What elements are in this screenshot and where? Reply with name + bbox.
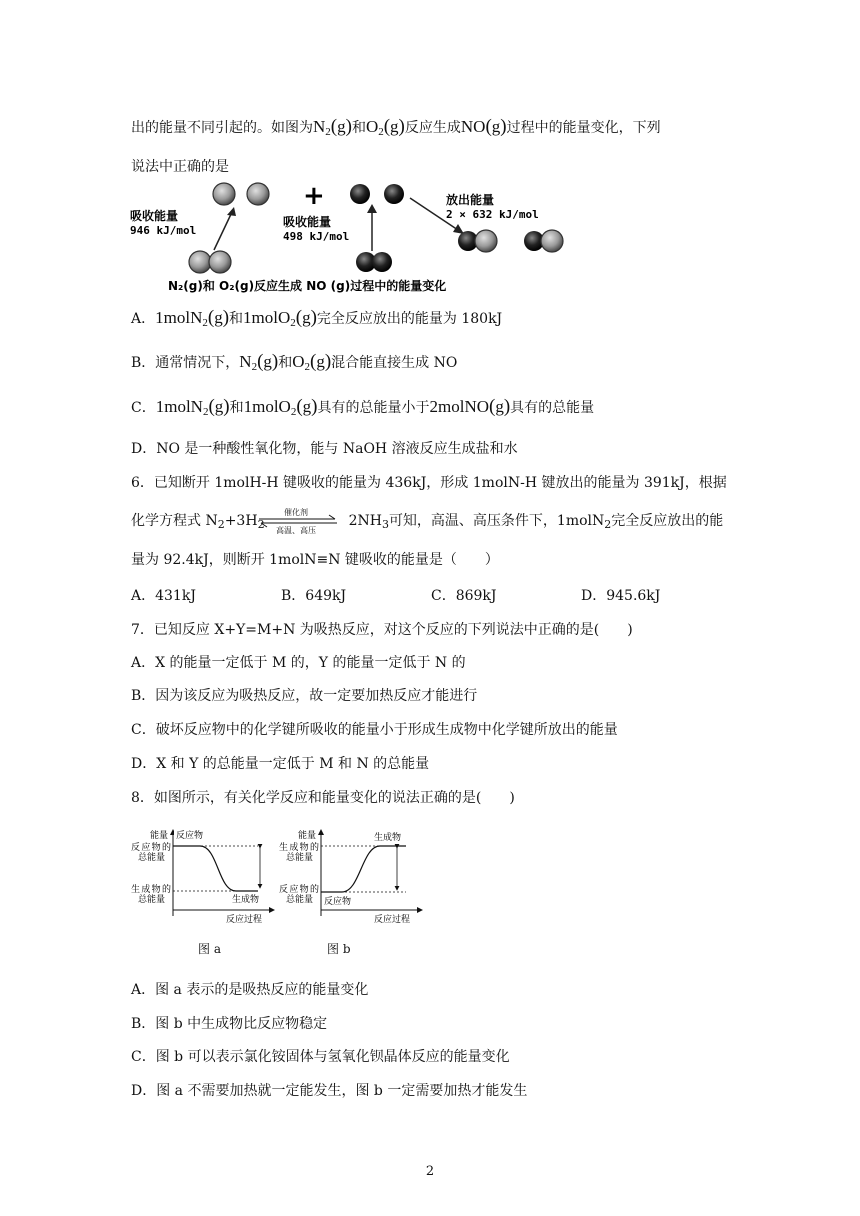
label-reactant: 反应物 [176,831,204,841]
label-energy: 能量 [298,831,317,841]
energy-curve [173,846,258,891]
q6-line-1: 6．已知断开 1molH-H 键吸收的能量为 436kJ，形成 1molN-H 键放出的能量为 391kJ，根据 [131,475,727,491]
label-reactant-total-1: 反应物的 [131,843,171,853]
energy-molecule-figure [128,180,578,298]
q6-option-d: D．945.6kJ [581,588,661,604]
q7-option-a: A．X 的能量一定低于 M 的，Y 的能量一定低于 N 的 [131,655,466,671]
q7-option-d: D．X 和 Y 的总能量一定低于 M 和 N 的总能量 [131,756,430,772]
energy-diagram-b [276,826,426,926]
energy-diagram-a [128,826,278,926]
n-atom [247,183,269,205]
q8-option-b: B．图 b 中生成物比反应物稳定 [131,1016,328,1032]
label-product: 生成物 [374,833,402,843]
q6-option-c: C．869kJ [431,588,497,604]
label-product-total-2: 总能量 [286,853,314,863]
o-atom [384,184,404,204]
label-product-total-2: 总能量 [138,895,166,905]
q5-option-c: C．1molN$_2$(g)和1molO$_2$(g)具有的总能量小于2molNO(g)具有的总能量 [131,396,595,418]
n-atom [209,251,231,273]
absorb-value-2: 498 kJ/mol [283,230,350,243]
label-product: 生成物 [232,895,260,905]
label-reactant-total-2: 总能量 [138,853,166,863]
release-value: 2 × 632 kJ/mol [446,208,539,221]
page-number: 2 [425,1164,435,1179]
energy-curve [321,846,406,892]
plus-sign: + [303,181,325,211]
figure-caption: N₂(g)和 O₂(g)反应生成 NO (g)过程中的能量变化 [168,279,447,293]
o-atom [372,252,392,272]
q8-option-a: A．图 a 表示的是吸热反应的能量变化 [131,982,369,998]
catalyst-label: 催化剂 [284,508,308,517]
q6-line-2: 化学方程式 $N_2+3H_2$ $2NH_3$可知，高温、高压条件下，1molN$_2$完全反应放出的能 [131,513,724,531]
formula-n2: $N_2$ [313,117,331,138]
q8-option-d: D．图 a 不需要加热就一定能发生，图 b 一定需要加热才能发生 [131,1083,528,1099]
arrow-up-right [214,212,232,250]
n-atom [475,230,497,252]
q5-option-a: A．1molN$_2$(g)和1molO$_2$(g)完全反应放出的能量为 180kJ [131,307,503,329]
q5-option-b: B．通常情况下，$N_2(g)$和$O_2(g)$混合能直接生成 NO [131,351,458,373]
caption-fig-a: 图 a [198,942,221,956]
label-reactant-total-1: 反应物的 [279,885,319,895]
label-product-total-1: 生成物的 [131,885,171,895]
formula-no: NO [460,117,486,136]
absorb-value-1: 946 kJ/mol [130,224,197,237]
absorb-label-1: 吸收能量 [130,209,179,223]
q6-option-a: A．431kJ [131,588,196,604]
o-atom [350,184,370,204]
label-reactant: 反应物 [324,897,352,907]
q5-option-d: D．NO 是一种酸性氧化物，能与 NaOH 溶液反应生成盐和水 [131,441,518,457]
label-product-total-1: 生成物的 [279,843,319,853]
q7-stem: 7．已知反应 X+Y=M+N 为吸热反应，对这个反应的下列说法中正确的是( ) [131,622,633,638]
intro-line-2: 说法中正确的是 [131,159,229,175]
q8-stem: 8．如图所示，有关化学反应和能量变化的说法正确的是( ) [131,790,515,806]
conditions-label: 高温、高压 [276,526,316,535]
label-reactant-total-2: 总能量 [286,895,314,905]
label-x-axis: 反应过程 [374,915,411,925]
q6-line-3: 量为 92.4kJ，则断开 1molN≡N 键吸收的能量是（ ） [131,552,499,568]
caption-fig-b: 图 b [327,942,351,956]
absorb-label-2: 吸收能量 [283,215,332,229]
label-x-axis: 反应过程 [226,915,263,925]
release-label: 放出能量 [446,193,495,207]
formula-o2: $O_2$ [365,117,384,138]
q7-option-b: B．因为该反应为吸热反应，故一定要加热反应才能进行 [131,688,478,704]
q6-option-b: B．649kJ [281,588,347,604]
n-atom [541,230,563,252]
q7-option-c: C．破坏反应物中的化学键所吸收的能量小于形成生成物中化学键所放出的能量 [131,722,618,738]
label-energy: 能量 [150,831,169,841]
n-atom [189,251,211,273]
n-atom [213,183,235,205]
q8-option-c: C．图 b 可以表示氯化铵固体与氢氧化钡晶体反应的能量变化 [131,1049,510,1065]
intro-line-1: 出的能量不同引起的。如图为$N_2(g)$和$O_2(g)$反应生成NO(g)过程中的能量变化，下列 [131,116,661,138]
